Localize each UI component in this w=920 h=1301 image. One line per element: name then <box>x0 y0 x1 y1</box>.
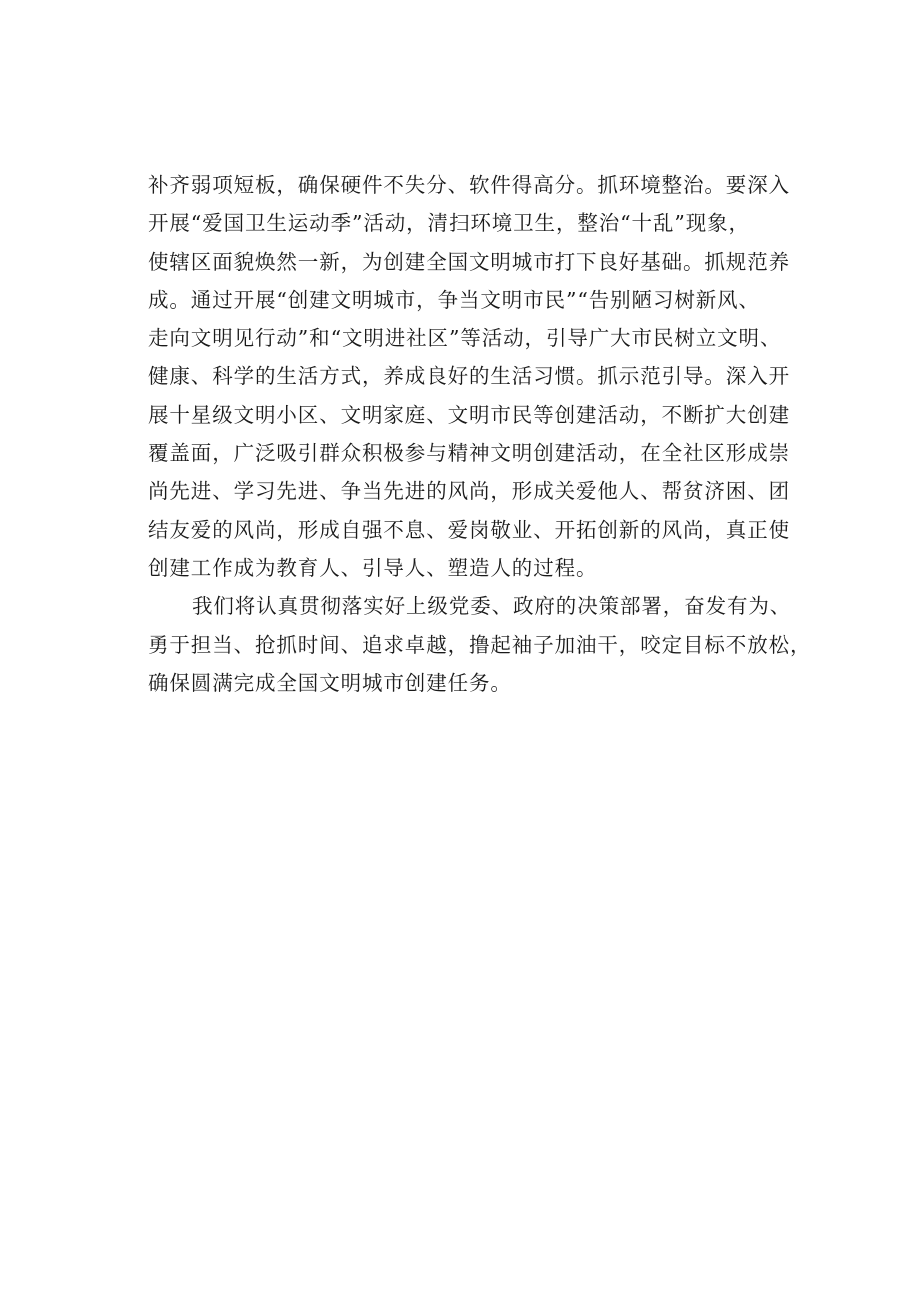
paragraph-line: 结友爱的风尚，形成自强不息、爱岗敬业、开拓创新的风尚，真正使 <box>148 517 790 542</box>
paragraph-line: 使辖区面貌焕然一新，为创建全国文明城市打下良好基础。抓规范养 <box>148 249 790 274</box>
document-body <box>148 166 812 702</box>
paragraph-line: 勇于担当、抢抓时间、追求卓越，撸起袖子加油干，咬定目标不放松， <box>148 632 812 657</box>
paragraph-line: 成。通过开展“创建文明城市，争当文明市民”“告别陋习树新风、 <box>148 287 760 312</box>
paragraph-1 <box>148 166 788 587</box>
paragraph-line: 开展“爱国卫生运动季”活动，清扫环境卫生，整治“十乱”现象， <box>148 211 750 236</box>
paragraph-line: 覆盖面，广泛吸引群众积极参与精神文明创建活动，在全社区形成崇 <box>148 441 790 466</box>
paragraph-line: 我们将认真贯彻落实好上级党委、政府的决策部署，奋发有为、 <box>192 594 792 619</box>
paragraph-line: 尚先进、学习先进、争当先进的风尚，形成关爱他人、帮贫济困、团 <box>148 479 790 504</box>
paragraph-2 <box>148 587 812 702</box>
paragraph-line: 补齐弱项短板，确保硬件不失分、软件得高分。抓环境整治。要深入 <box>148 173 790 197</box>
paragraph-line: 确保圆满完成全国文明城市创建任务。 <box>148 670 512 695</box>
paragraph-line: 健康、科学的生活方式，养成良好的生活习惯。抓示范引导。深入开 <box>148 364 790 389</box>
paragraph-line: 走向文明见行动”和“文明进社区”等活动，引导广大市民树立文明、 <box>148 326 782 351</box>
paragraph-line: 展十星级文明小区、文明家庭、文明市民等创建活动，不断扩大创建 <box>148 402 790 427</box>
paragraph-line: 创建工作成为教育人、引导人、塑造人的过程。 <box>148 555 598 580</box>
